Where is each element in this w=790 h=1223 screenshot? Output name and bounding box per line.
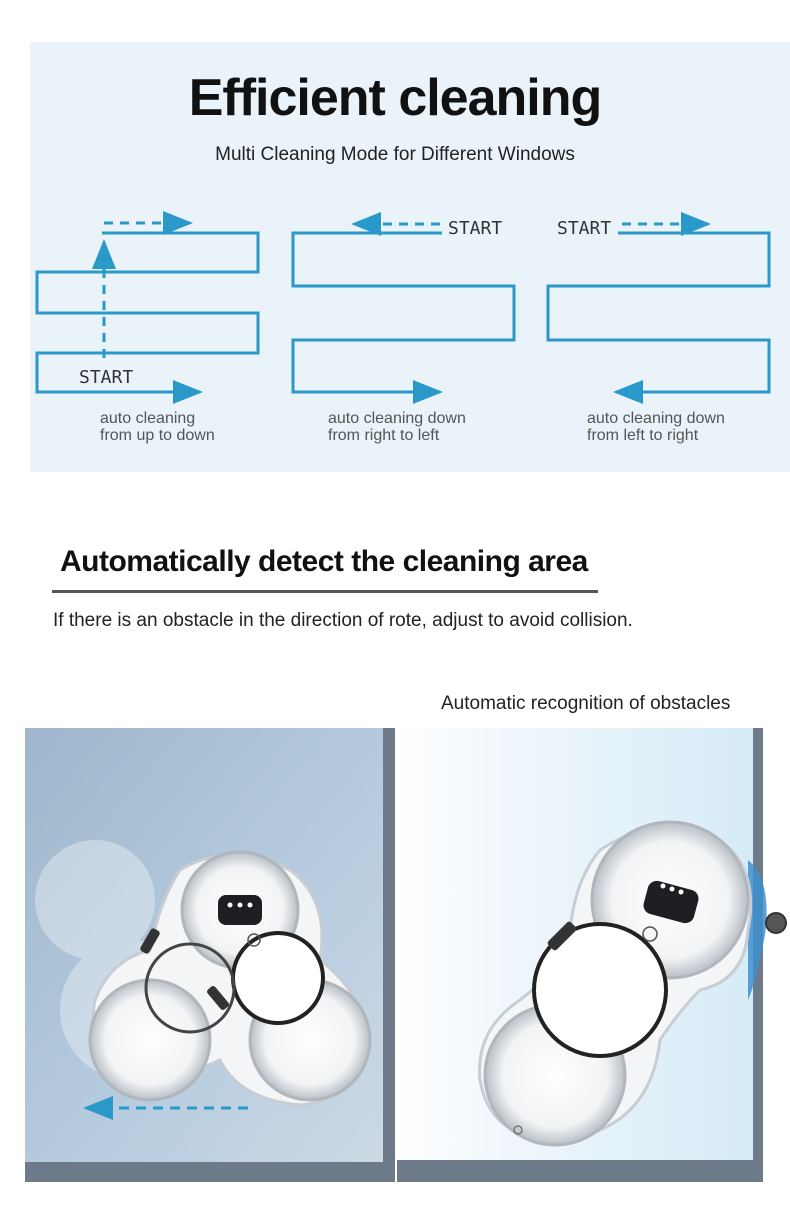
right-window-photo [397,728,786,1182]
caption-mode-3-line2: from left to right [587,427,699,444]
caption-mode-1-line2: from up to down [100,427,215,444]
caption-mode-1-line1: auto cleaning [100,410,196,427]
start-label-3: START [557,218,612,239]
section-description: If there is an obstacle in the direction of rote, adjust to avoid collision. [53,610,633,631]
obstacle-recognition-label: Automatic recognition of obstacles [441,693,731,714]
caption-mode-2-line1: auto cleaning down [328,410,466,427]
caption-mode-3-line1: auto cleaning down [587,410,725,427]
left-window-photo [25,728,395,1182]
start-label-2: START [448,218,503,239]
start-label-1: START [79,367,134,388]
section-title: Automatically detect the cleaning area [60,545,588,578]
page-title: Efficient cleaning [188,69,602,127]
page-subtitle: Multi Cleaning Mode for Different Windows [215,144,575,165]
caption-mode-2-line2: from right to left [328,427,440,444]
